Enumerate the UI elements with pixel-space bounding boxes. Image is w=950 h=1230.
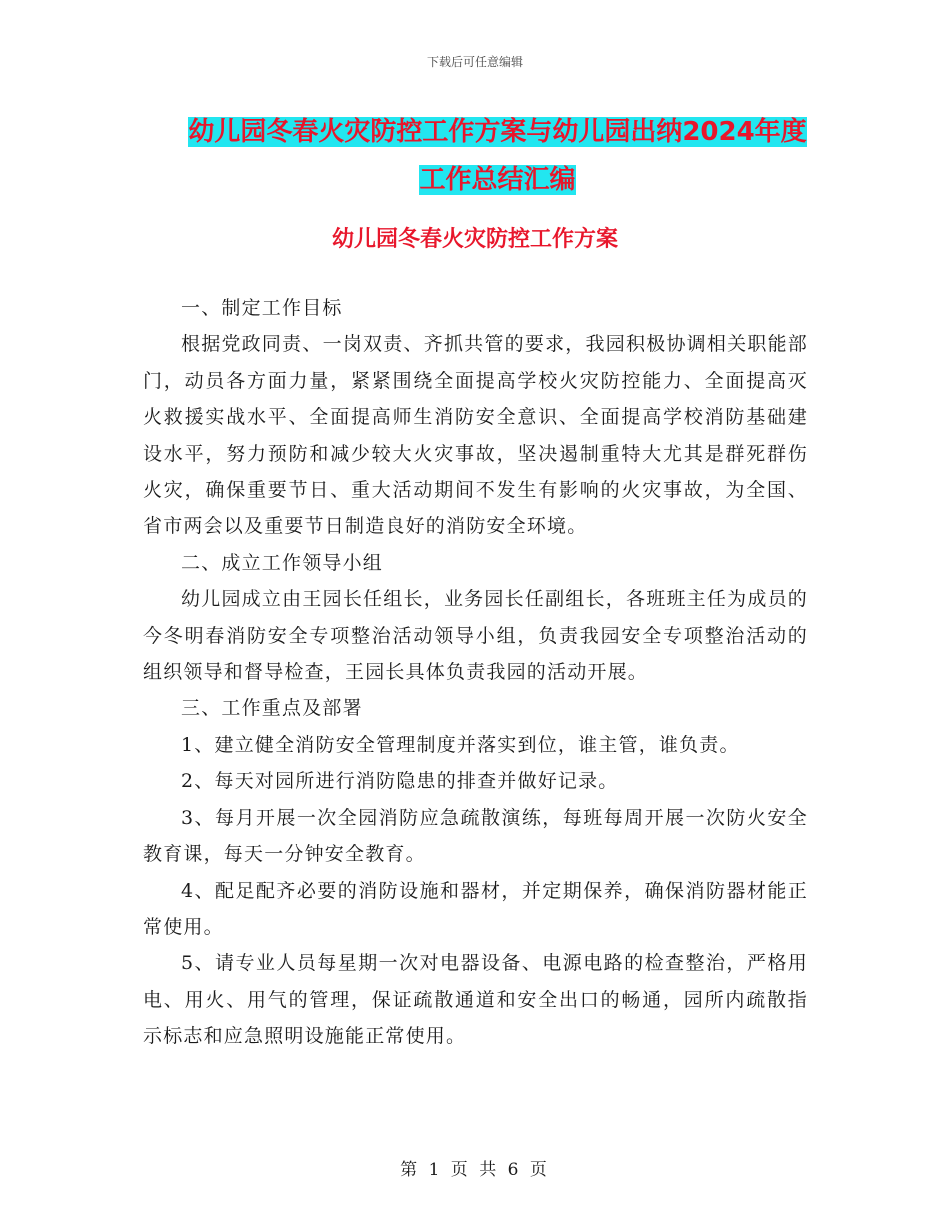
page-number: 第 1 页 共 6 页: [400, 1160, 550, 1180]
paragraph: 根据党政同责、一岗双责、齐抓共管的要求，我园积极协调相关职能部门，动员各方面力量，紧紧围绕全面提高学校火灾防控能力、全面提高灭火救援实战水平、全面提高师生消防安全意识、全面提高学校消防基础建设水平，努力预防和减少较大火灾事故，坚决遏制重特大尤其是群死群伤火灾，确保重要节日、重大活动期间不发生有影响的火灾事故，为全国、省市两会以及重要节日制造良好的消防安全环境。: [143, 333, 808, 538]
list-item: 2、每天对园所进行消防隐患的排查并做好记录。: [181, 770, 619, 793]
list-item: 3、每月开展一次全园消防应急疏散演练，每班每周开展一次防火安全教育课，每天一分钟安全教育。: [143, 806, 808, 866]
list-item: 5、请专业人员每星期一次对电器设备、电源电路的检查整治，严格用电、用火、用气的管理，保证疏散通道和安全出口的畅通，园所内疏散指示标志和应急照明设施能正常使用。: [143, 952, 808, 1048]
document-body: [143, 290, 808, 1055]
paragraph: 幼儿园成立由王园长任组长，业务园长任副组长，各班班主任为成员的今冬明春消防安全专项整治活动领导小组，负责我园安全专项整治活动的组织领导和督导检查，王园长具体负责我园的活动开展。: [143, 588, 808, 684]
document-title-text: 幼儿园冬春火灾防控工作方案与幼儿园出纳2024年度工作总结汇编: [188, 117, 807, 195]
paragraph-heading-3: 三、工作重点及部署: [181, 697, 363, 720]
document-title: [185, 108, 810, 204]
paragraph-heading-1: 一、制定工作目标: [181, 297, 343, 319]
list-item: 4、配足配齐必要的消防设施和器材，并定期保养，确保消防器材能正常使用。: [143, 879, 808, 938]
paragraph-heading-2: 二、成立工作领导小组: [181, 551, 384, 574]
section-title: 幼儿园冬春火灾防控工作方案: [331, 227, 618, 252]
page-header-note: 下载后可任意编辑: [426, 55, 523, 69]
list-item: 1、建立健全消防安全管理制度并落实到位，谁主管，谁负责。: [181, 733, 740, 756]
